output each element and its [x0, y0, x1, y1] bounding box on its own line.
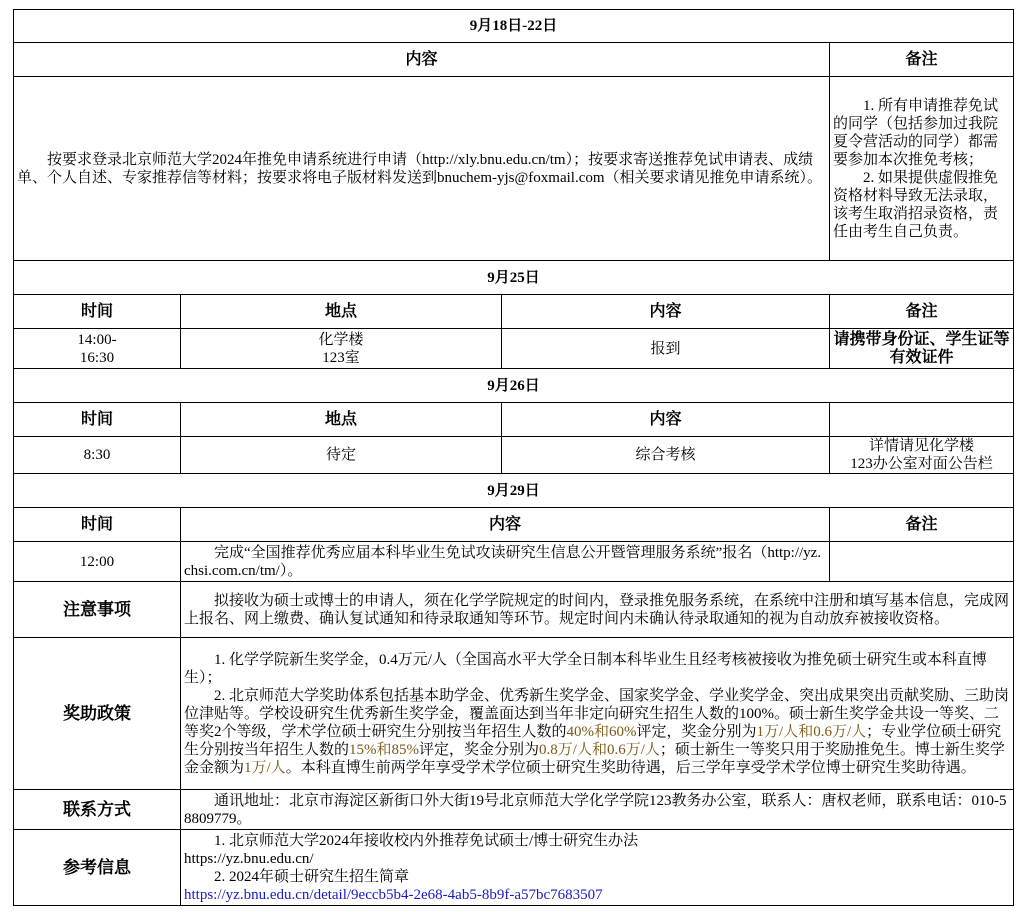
- contact-cell: [181, 790, 1014, 830]
- highlight-amount-academic: 1万/人和0.6万/人: [756, 723, 867, 740]
- notes-label: 注意事项: [14, 582, 181, 638]
- registration-time: 14:00- 16:30: [14, 329, 181, 369]
- header-place: 地点: [181, 295, 502, 329]
- reference-item-1-link[interactable]: https://yz.bnu.edu.cn/: [184, 850, 314, 867]
- header-remark: 备注: [830, 295, 1014, 329]
- registration-remark: 请携带身份证、学生证等有效证件: [830, 329, 1014, 369]
- registration-content: 报到: [502, 329, 830, 369]
- admission-schedule-table: [13, 9, 1014, 906]
- reference-item-1-title: 1. 北京师范大学2024年接收校内外推荐免试硕士/博士研究生办法: [214, 832, 639, 849]
- application-instructions-cell: [14, 77, 830, 261]
- exam-place: 待定: [181, 437, 502, 474]
- awards-cell: [181, 638, 1014, 790]
- exam-time: 8:30: [14, 437, 181, 474]
- highlight-amount-phd: 1万/人: [244, 759, 286, 776]
- notes-text: 拟接收为硕士或博士的申请人，须在化学学院规定的时间内，登录推免服务系统，在系统中注册和填写基本信息，完成网上报名、网上缴费、确认复试通知和待录取通知等环节。规定时间内未确认待录取通知的视为自动放弃被接收资格。: [184, 592, 1010, 627]
- section-date-sep26: 9月26日: [14, 369, 1014, 403]
- application-instructions: 按要求登录北京师范大学2024年推免申请系统进行申请（http://xly.bnu.edu.cn/tm）；按要求寄送推荐免试申请表、成绩单、个人自述、专家推荐信等材料；按要求将电子版材料发送到bnuchem-yjs@foxmail.com（相关要求请见推免申请系统）。: [17, 151, 823, 186]
- reference-item-2-title: 2. 2024年硕士研究生招生简章: [214, 868, 410, 885]
- chsi-registration-content: 完成“全国推荐优秀应届本科毕业生免试攻读研究生信息公开暨管理服务系统”报名（http://yz.chsi.com.cn/tm/）。: [184, 544, 822, 579]
- header-time: 时间: [14, 403, 181, 437]
- remark-item-2: 2. 如果提供虚假推免资格材料导致无法录取，该考生取消招录资格，责任由考生自己负责。: [833, 169, 999, 240]
- award-item-1: 1. 化学学院新生奖学金，0.4万元/人（全国高水平大学全日制本科毕业生且经考核被接收为推免硕士研究生或本科直博生）；: [184, 651, 987, 686]
- header-remark: 备注: [830, 43, 1014, 77]
- header-content: 内容: [502, 295, 830, 329]
- exam-content: 综合考核: [502, 437, 830, 474]
- header-remark-empty: [830, 403, 1014, 437]
- header-place: 地点: [181, 403, 502, 437]
- header-content: 内容: [181, 508, 830, 542]
- header-remark: 备注: [830, 508, 1014, 542]
- reference-item-2-link[interactable]: https://yz.bnu.edu.cn/detail/9eccb5b4-2e68-4ab5-8b9f-a57bc7683507: [184, 886, 603, 903]
- awards-label: 奖助政策: [14, 638, 181, 790]
- highlight-ratio-professional: 15%和85%: [349, 741, 420, 758]
- header-content: 内容: [502, 403, 830, 437]
- highlight-ratio-academic: 40%和60%: [566, 723, 637, 740]
- chsi-registration-time: 12:00: [14, 542, 181, 582]
- exam-remark: 详情请见化学楼 123办公室对面公告栏: [830, 437, 1014, 474]
- header-time: 时间: [14, 295, 181, 329]
- chsi-registration-content-cell: [181, 542, 830, 582]
- award-item-2: 2. 北京师范大学奖助体系包括基本助学金、优秀新生奖学金、国家奖学金、学业奖学金、突出成果突出贡献奖励、三助岗位津贴等。学校设研究生优秀新生奖学金，覆盖面达到当年非定向研究生招生人数的100%。硕士新生奖学金共设一等奖、二等奖2个等级，学术学位硕士研究生分别按当年招生人数的40%和60%评定，奖金分别为1万/人和0.6万/人；专业学位硕士研究生分别按当年招生人数的15%和85%评定，奖金分别为0.8万/人和0.6万/人；硕士新生一等奖只用于奖励推免生。博士新生奖学金金额为1万/人。本科直博生前两学年享受学术学位硕士研究生奖助待遇，后三学年享受学术学位博士研究生奖助待遇。: [184, 687, 1010, 776]
- reference-label: 参考信息: [14, 830, 181, 906]
- section-date-sep18-22: 9月18日-22日: [14, 10, 1014, 43]
- highlight-amount-professional: 0.8万/人和0.6万/人: [539, 741, 660, 758]
- section-date-sep25: 9月25日: [14, 261, 1014, 295]
- reference-cell: [181, 830, 1014, 906]
- header-content: 内容: [14, 43, 830, 77]
- registration-place: 化学楼 123室: [181, 329, 502, 369]
- chsi-registration-remark: [830, 542, 1014, 582]
- header-time: 时间: [14, 508, 181, 542]
- contact-label: 联系方式: [14, 790, 181, 830]
- section-date-sep29: 9月29日: [14, 474, 1014, 508]
- application-remarks-cell: [830, 77, 1014, 261]
- notes-cell: [181, 582, 1014, 638]
- contact-text: 通讯地址：北京市海淀区新街口外大街19号北京师范大学化学学院123教务办公室，联系人：唐权老师，联系电话：010-58809779。: [184, 792, 1007, 827]
- remark-item-1: 1. 所有申请推荐免试的同学（包括参加过我院夏令营活动的同学）都需要参加本次推免考核；: [833, 97, 999, 168]
